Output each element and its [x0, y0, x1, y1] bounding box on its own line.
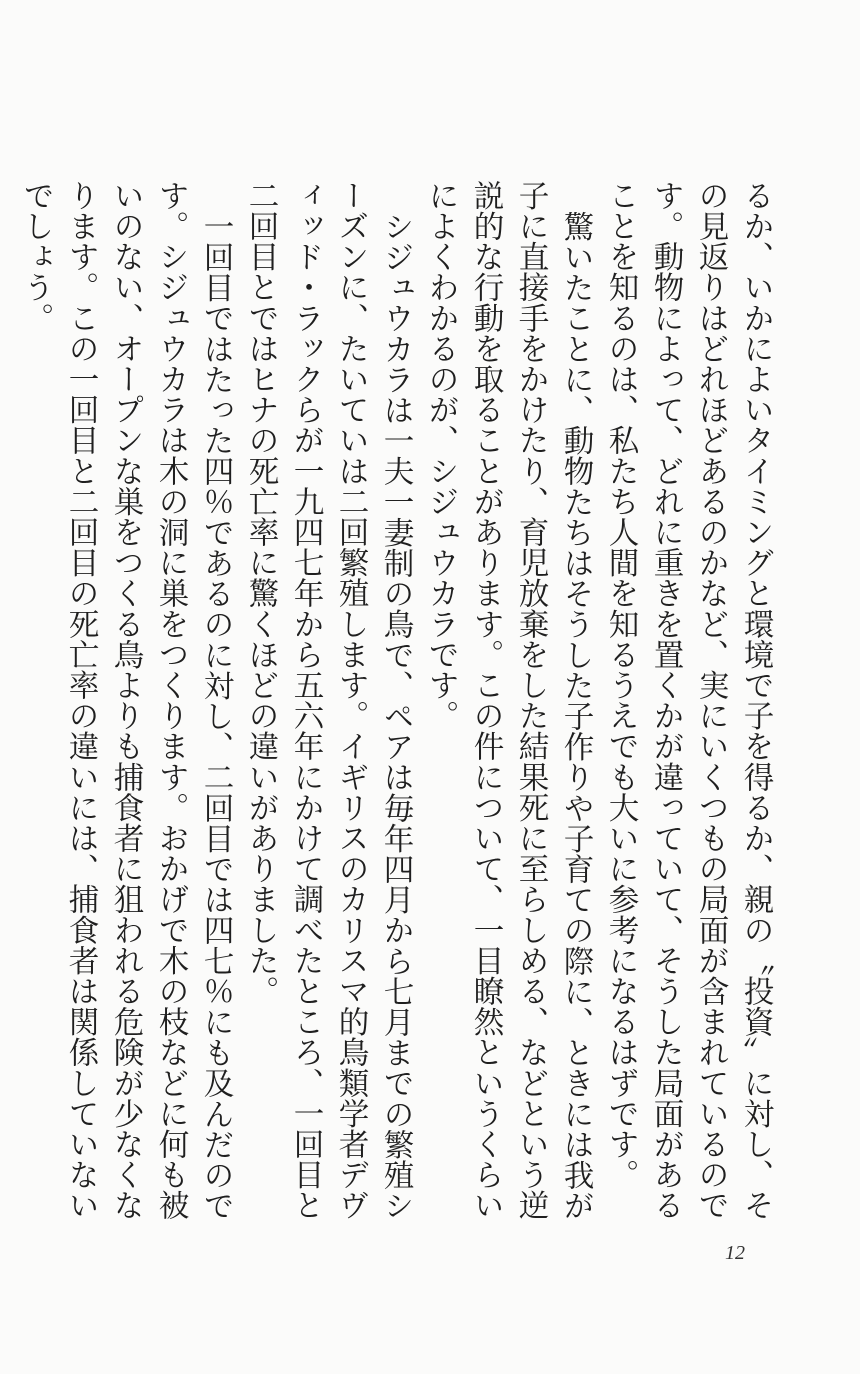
vertical-text-body — [18, 180, 778, 1245]
paragraph-2: 驚いたことに、動物たちはそうした子作りや子育ての際に、ときには我が子に直接手をかけたり、育児放棄をした結果死に至らしめる、などという逆説的な行動を取ることがあります。この件について、一目瞭然というくらいによくわかるのが、シジュウカラです。 — [423, 180, 593, 1221]
paragraph-1: るか、いかによいタイミングと環境で子を得るか、親の〝投資〟に対し、その見返りはどれほどあるのかなど、実にいくつもの局面が含まれているのです。動物によって、どれに重きを置くかが違っていて、そうした局面があることを知るのは、私たち人間を知るうえでも大いに参考になるはずです。 — [603, 180, 773, 1221]
page-number: 12 — [725, 1242, 745, 1264]
paragraph-3: シジュウカラは一夫一妻制の鳥で、ペアは毎年四月から七月までの繁殖シーズンに、たいていは二回繁殖します。イギリスのカリスマ的鳥類学者デヴィッド・ラックらが一九四七年から五六年にかけて調べたところ、一回目と二回目とではヒナの死亡率に驚くほどの違いがありました。 — [243, 180, 413, 1221]
paragraph-4: 一回目ではたった四％であるのに対し、二回目では四七％にも及んだのです。シジュウカラは木の洞に巣をつくります。おかげで木の枝などに何も被いのない、オープンな巣をつくる鳥よりも捕食者に狙われる危険が少なくなります。この一回目と二回目の死亡率の違いには、捕食者は関係していないでしょう。 — [18, 180, 233, 1221]
